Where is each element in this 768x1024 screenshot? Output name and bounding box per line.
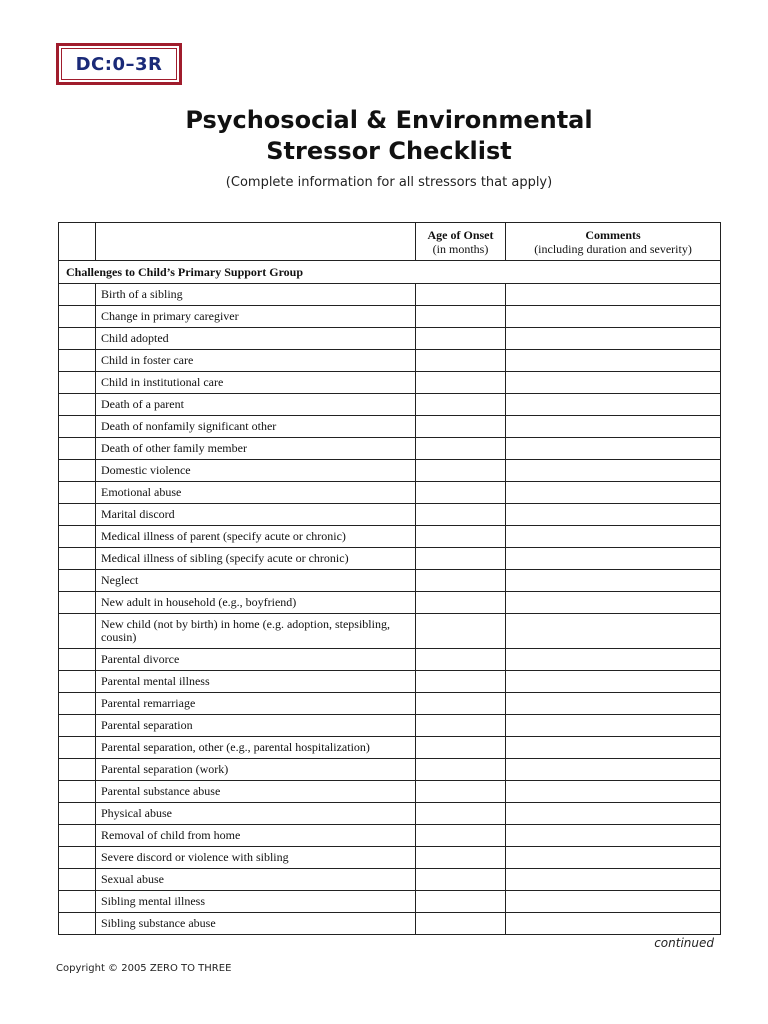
page-title-line-1: Psychosocial & Environmental: [185, 106, 593, 134]
stressor-label: Sibling mental illness: [96, 891, 416, 913]
comments-cell[interactable]: [506, 803, 721, 825]
check-cell[interactable]: [59, 803, 96, 825]
comments-cell[interactable]: [506, 438, 721, 460]
table-row: [59, 649, 721, 671]
table-row: [59, 284, 721, 306]
check-cell[interactable]: [59, 416, 96, 438]
table-row: [59, 803, 721, 825]
stressor-label: Death of a parent: [96, 394, 416, 416]
check-cell[interactable]: [59, 649, 96, 671]
comments-cell[interactable]: [506, 913, 721, 935]
copyright-notice: Copyright © 2005 ZERO TO THREE: [56, 963, 232, 974]
check-cell[interactable]: [59, 372, 96, 394]
comments-cell[interactable]: [506, 891, 721, 913]
comments-cell[interactable]: [506, 781, 721, 803]
stressor-label: Parental substance abuse: [96, 781, 416, 803]
age-of-onset-cell[interactable]: [416, 847, 506, 869]
comments-cell[interactable]: [506, 394, 721, 416]
check-cell[interactable]: [59, 570, 96, 592]
stressor-label: Domestic violence: [96, 460, 416, 482]
age-of-onset-cell[interactable]: [416, 825, 506, 847]
stressor-label: Parental separation (work): [96, 759, 416, 781]
stressor-label: Parental separation, other (e.g., parental hospitalization): [96, 737, 416, 759]
header-age-of-onset: [416, 223, 506, 261]
age-of-onset-cell[interactable]: [416, 869, 506, 891]
check-cell[interactable]: [59, 526, 96, 548]
dc03r-logo: [56, 43, 182, 85]
comments-cell[interactable]: [506, 526, 721, 548]
comments-cell[interactable]: [506, 825, 721, 847]
check-cell[interactable]: [59, 284, 96, 306]
check-cell[interactable]: [59, 781, 96, 803]
age-of-onset-cell[interactable]: [416, 460, 506, 482]
table-row: [59, 825, 721, 847]
table-row: [59, 671, 721, 693]
comments-cell[interactable]: [506, 715, 721, 737]
age-of-onset-cell[interactable]: [416, 306, 506, 328]
table-row: [59, 504, 721, 526]
check-cell[interactable]: [59, 671, 96, 693]
check-cell[interactable]: [59, 693, 96, 715]
stressor-label: Neglect: [96, 570, 416, 592]
comments-cell[interactable]: [506, 737, 721, 759]
check-cell[interactable]: [59, 759, 96, 781]
stressor-label: New child (not by birth) in home (e.g. adoption, stepsibling, cousin): [96, 614, 416, 649]
stressor-label: Parental separation: [96, 715, 416, 737]
age-of-onset-label: Age of Onset: [427, 227, 494, 242]
stressor-label: Removal of child from home: [96, 825, 416, 847]
check-cell[interactable]: [59, 592, 96, 614]
check-cell[interactable]: [59, 825, 96, 847]
comments-cell[interactable]: [506, 614, 721, 649]
check-cell[interactable]: [59, 460, 96, 482]
table-row: [59, 526, 721, 548]
age-of-onset-cell[interactable]: [416, 913, 506, 935]
comments-sublabel: (including duration and severity): [534, 241, 692, 256]
check-cell[interactable]: [59, 614, 96, 649]
age-of-onset-cell[interactable]: [416, 693, 506, 715]
stressor-label: Child adopted: [96, 328, 416, 350]
check-cell[interactable]: [59, 482, 96, 504]
comments-cell[interactable]: [506, 649, 721, 671]
check-cell[interactable]: [59, 438, 96, 460]
table-row: [59, 460, 721, 482]
comments-cell[interactable]: [506, 570, 721, 592]
age-of-onset-cell[interactable]: [416, 737, 506, 759]
check-cell[interactable]: [59, 306, 96, 328]
stressor-checklist-table: [58, 222, 721, 935]
age-of-onset-cell[interactable]: [416, 482, 506, 504]
header-comments: [506, 223, 721, 261]
check-cell[interactable]: [59, 328, 96, 350]
check-cell[interactable]: [59, 913, 96, 935]
page-subtitle: (Complete information for all stressors that apply): [225, 175, 553, 190]
stressor-label: Child in foster care: [96, 350, 416, 372]
continued-note: continued: [654, 936, 714, 950]
comments-cell[interactable]: [506, 847, 721, 869]
comments-cell[interactable]: [506, 759, 721, 781]
page-title-line-2: Stressor Checklist: [266, 137, 512, 165]
table-row: [59, 781, 721, 803]
table-row: [59, 394, 721, 416]
stressor-label: Change in primary caregiver: [96, 306, 416, 328]
table-row: [59, 438, 721, 460]
age-of-onset-cell[interactable]: [416, 526, 506, 548]
logo-text: DC:0–3R: [61, 48, 177, 80]
table-row: [59, 372, 721, 394]
section-title: Challenges to Child’s Primary Support Group: [59, 261, 721, 284]
stressor-label: Parental mental illness: [96, 671, 416, 693]
section-header-row: [59, 261, 721, 284]
table-row: [59, 548, 721, 570]
age-of-onset-cell[interactable]: [416, 548, 506, 570]
comments-cell[interactable]: [506, 592, 721, 614]
check-cell[interactable]: [59, 869, 96, 891]
age-of-onset-cell[interactable]: [416, 781, 506, 803]
table-row: [59, 759, 721, 781]
comments-cell[interactable]: [506, 328, 721, 350]
check-cell[interactable]: [59, 737, 96, 759]
stressor-label: Death of other family member: [96, 438, 416, 460]
age-of-onset-cell[interactable]: [416, 759, 506, 781]
table-row: [59, 306, 721, 328]
comments-cell[interactable]: [506, 671, 721, 693]
comments-cell[interactable]: [506, 869, 721, 891]
comments-cell[interactable]: [506, 482, 721, 504]
age-of-onset-cell[interactable]: [416, 284, 506, 306]
comments-label: Comments: [585, 227, 641, 242]
stressor-label: Birth of a sibling: [96, 284, 416, 306]
age-of-onset-cell[interactable]: [416, 350, 506, 372]
age-of-onset-cell[interactable]: [416, 504, 506, 526]
age-of-onset-cell[interactable]: [416, 671, 506, 693]
stressor-label: Parental remarriage: [96, 693, 416, 715]
age-of-onset-sublabel: (in months): [432, 241, 489, 256]
table-row: [59, 891, 721, 913]
age-of-onset-cell[interactable]: [416, 394, 506, 416]
stressor-label: Death of nonfamily significant other: [96, 416, 416, 438]
stressor-label: Medical illness of sibling (specify acute or chronic): [96, 548, 416, 570]
stressor-label: Physical abuse: [96, 803, 416, 825]
check-cell[interactable]: [59, 847, 96, 869]
comments-cell[interactable]: [506, 284, 721, 306]
comments-cell[interactable]: [506, 693, 721, 715]
comments-cell[interactable]: [506, 350, 721, 372]
check-cell[interactable]: [59, 548, 96, 570]
check-cell[interactable]: [59, 715, 96, 737]
age-of-onset-cell[interactable]: [416, 649, 506, 671]
stressor-label: Medical illness of parent (specify acute or chronic): [96, 526, 416, 548]
stressor-label: Child in institutional care: [96, 372, 416, 394]
age-of-onset-cell[interactable]: [416, 328, 506, 350]
check-cell[interactable]: [59, 394, 96, 416]
table-row: [59, 482, 721, 504]
stressor-label: Sexual abuse: [96, 869, 416, 891]
stressor-label: New adult in household (e.g., boyfriend): [96, 592, 416, 614]
check-cell[interactable]: [59, 350, 96, 372]
stressor-label: Parental divorce: [96, 649, 416, 671]
header-stressor-cell: [96, 223, 416, 261]
table-row: [59, 614, 721, 649]
age-of-onset-cell[interactable]: [416, 592, 506, 614]
table-row: [59, 350, 721, 372]
table-row: [59, 715, 721, 737]
header-check-cell: [59, 223, 96, 261]
stressor-label: Marital discord: [96, 504, 416, 526]
age-of-onset-cell[interactable]: [416, 715, 506, 737]
comments-cell[interactable]: [506, 416, 721, 438]
comments-cell[interactable]: [506, 460, 721, 482]
comments-cell[interactable]: [506, 306, 721, 328]
table-row: [59, 592, 721, 614]
stressor-label: Severe discord or violence with sibling: [96, 847, 416, 869]
age-of-onset-cell[interactable]: [416, 891, 506, 913]
table-row: [59, 913, 721, 935]
age-of-onset-cell[interactable]: [416, 416, 506, 438]
stressor-label: Emotional abuse: [96, 482, 416, 504]
table-row: [59, 737, 721, 759]
age-of-onset-cell[interactable]: [416, 438, 506, 460]
check-cell[interactable]: [59, 504, 96, 526]
comments-cell[interactable]: [506, 504, 721, 526]
table-row: [59, 328, 721, 350]
age-of-onset-cell[interactable]: [416, 372, 506, 394]
table-row: [59, 570, 721, 592]
age-of-onset-cell[interactable]: [416, 570, 506, 592]
age-of-onset-cell[interactable]: [416, 803, 506, 825]
check-cell[interactable]: [59, 891, 96, 913]
table-header-row: [59, 223, 721, 261]
table-row: [59, 416, 721, 438]
comments-cell[interactable]: [506, 548, 721, 570]
table-row: [59, 869, 721, 891]
stressor-label: Sibling substance abuse: [96, 913, 416, 935]
table-row: [59, 693, 721, 715]
comments-cell[interactable]: [506, 372, 721, 394]
age-of-onset-cell[interactable]: [416, 614, 506, 649]
table-row: [59, 847, 721, 869]
